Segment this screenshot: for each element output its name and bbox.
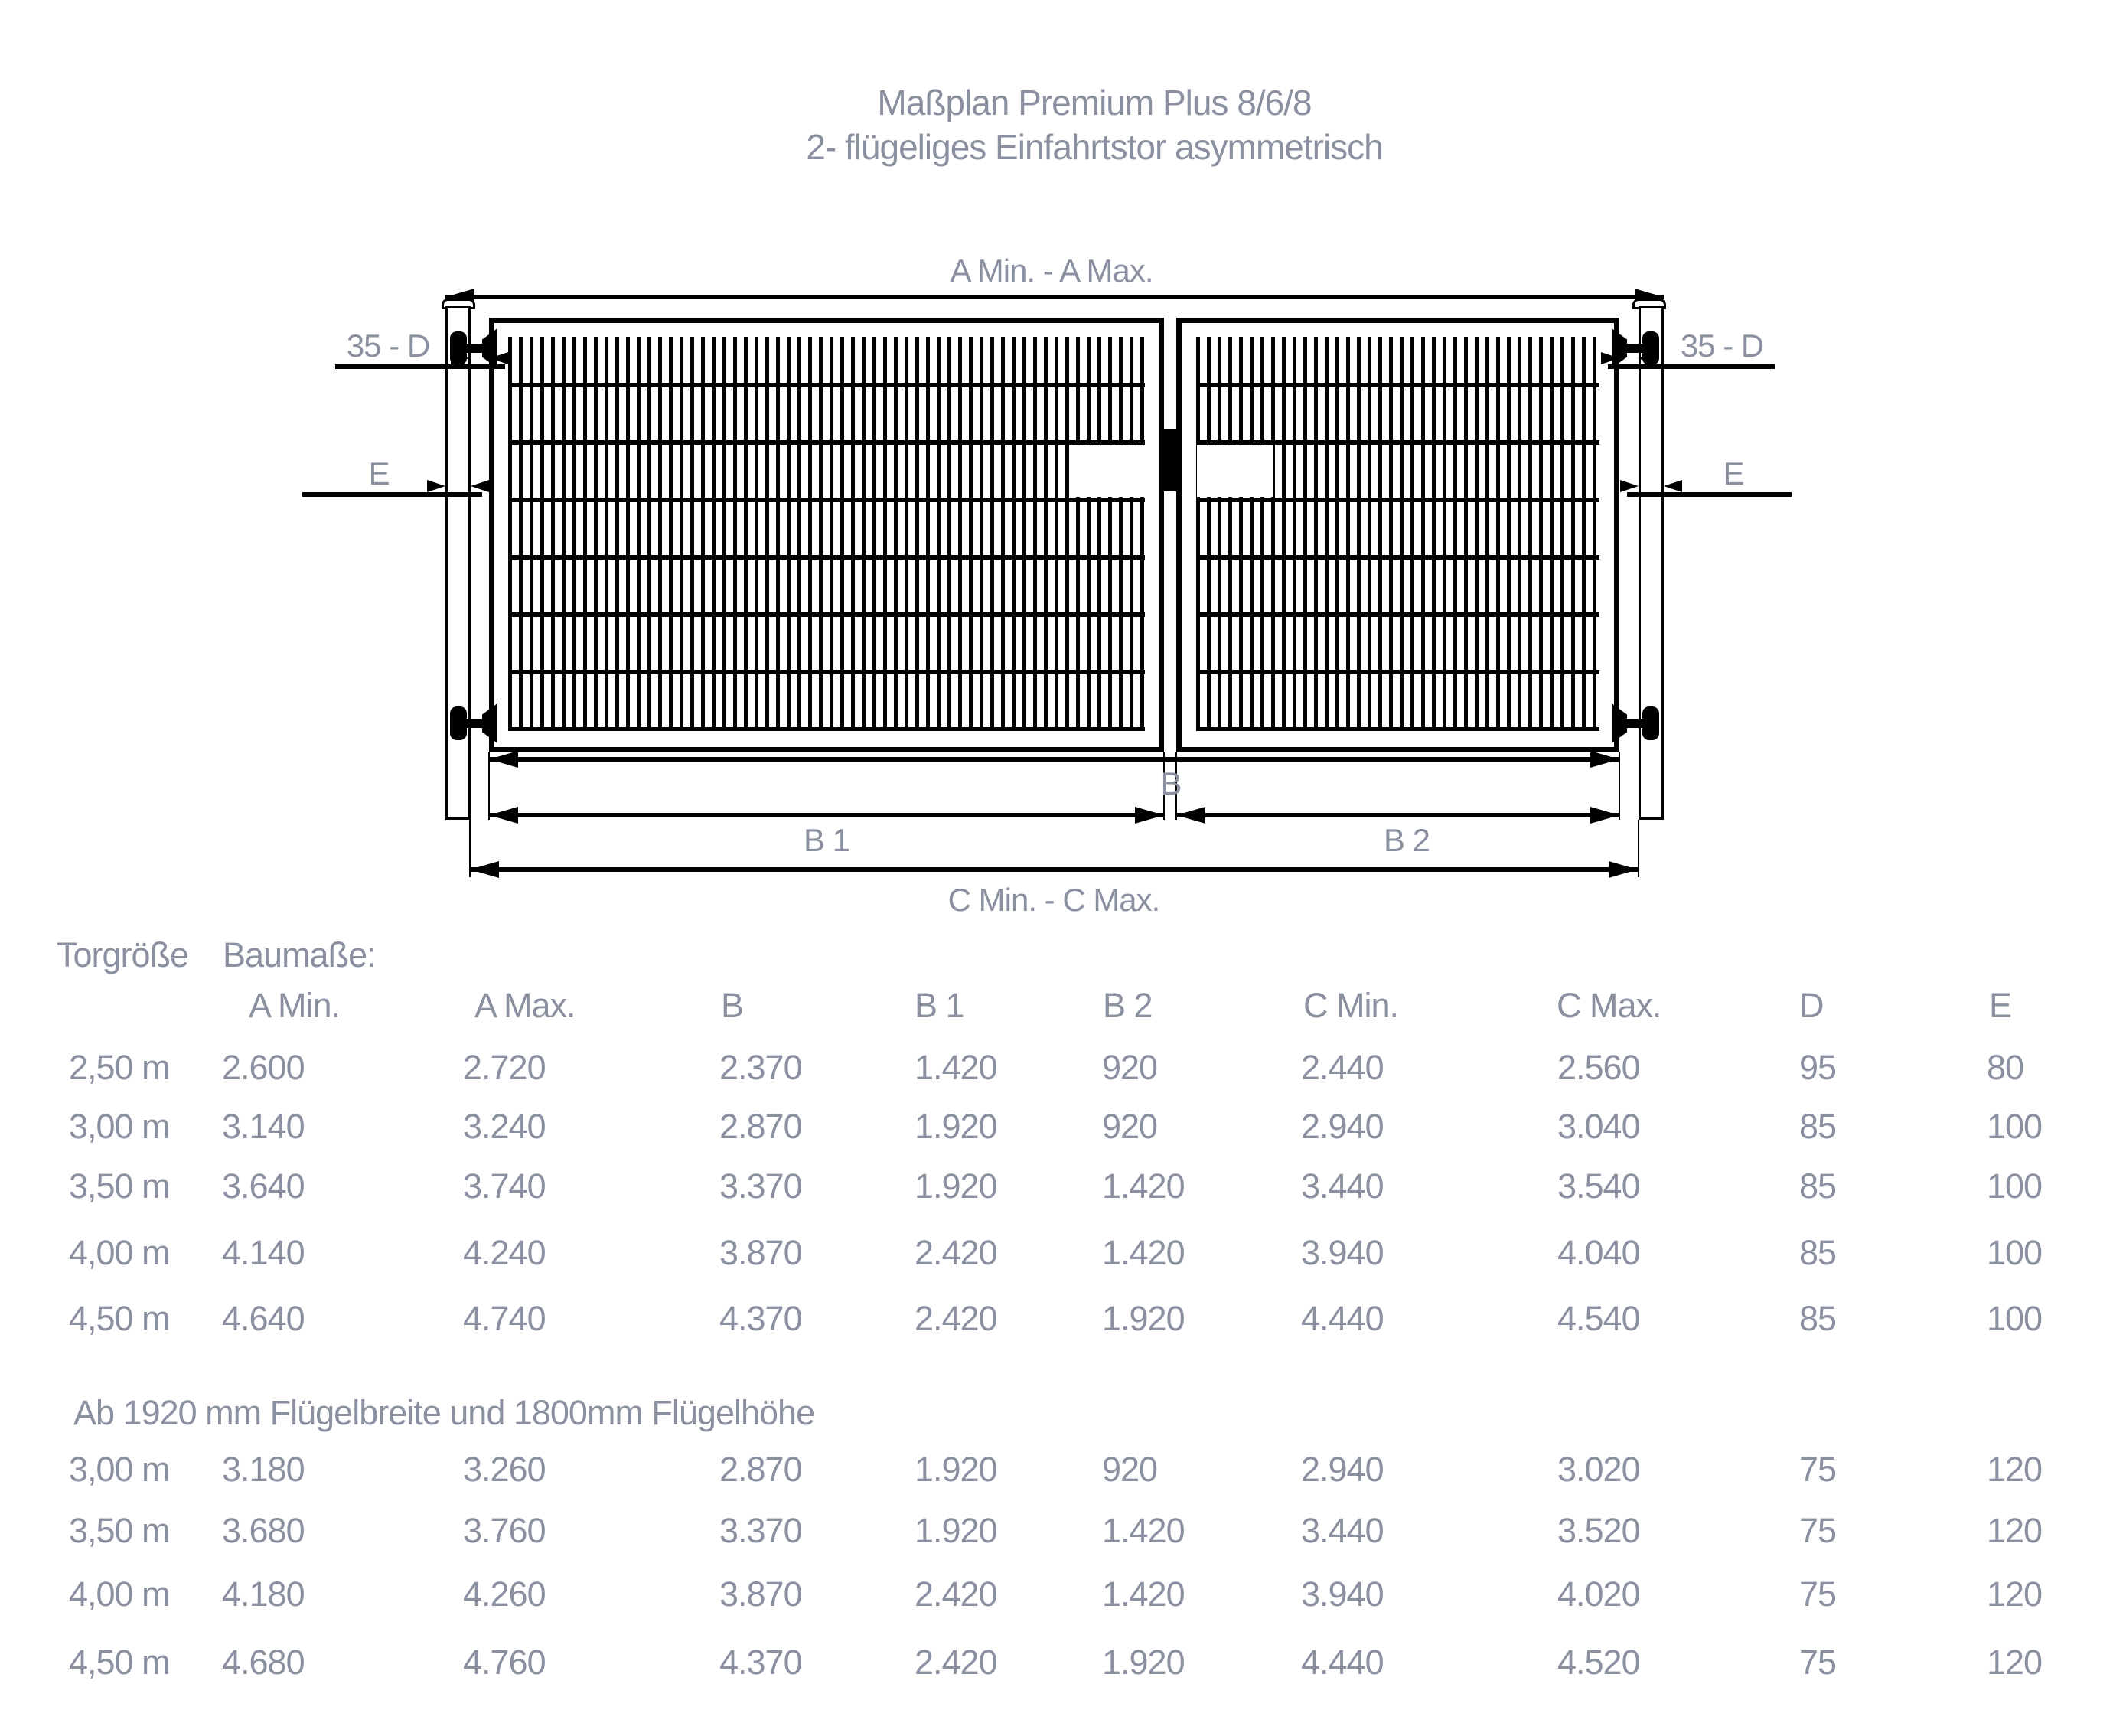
cell-b: 3.870 [719, 1233, 802, 1272]
arrow-left-icon [489, 807, 518, 824]
cell-c-min: 2.440 [1301, 1048, 1384, 1087]
left-lock-blank [1071, 445, 1145, 497]
cell-c-max: 3.520 [1557, 1511, 1640, 1550]
cell-a-min: 4.140 [222, 1233, 305, 1272]
cell-c-min: 2.940 [1301, 1450, 1384, 1489]
cell-d: 75 [1799, 1574, 1837, 1614]
left-post [445, 306, 471, 820]
dim-b2-label: B 2 [1383, 822, 1430, 858]
cell-b1: 2.420 [915, 1574, 997, 1614]
cell-d: 85 [1799, 1299, 1837, 1338]
cell-b1: 2.420 [915, 1299, 997, 1338]
cell-a-min: 2.600 [222, 1048, 305, 1087]
cell-b2: 1.920 [1102, 1299, 1185, 1338]
cell-a-max: 4.740 [463, 1299, 546, 1338]
col-header-b: B [721, 986, 744, 1025]
table-row [0, 1167, 2126, 1212]
cell-a-max: 4.260 [463, 1574, 546, 1614]
col-header-e: E [1989, 986, 2012, 1025]
col-header-c-max: C Max. [1557, 986, 1661, 1025]
cell-b2: 920 [1102, 1450, 1158, 1489]
cell-a-max: 3.740 [463, 1167, 546, 1206]
cell-d: 75 [1799, 1511, 1837, 1550]
cell-b2: 1.920 [1102, 1643, 1185, 1682]
dim-35d-left-line [335, 364, 505, 369]
arrow-left-icon [471, 480, 489, 492]
cell-e: 120 [1987, 1643, 2043, 1682]
cell-c-max: 3.020 [1557, 1450, 1640, 1489]
hinge-icon [1642, 706, 1659, 740]
dim-e-right-label: E [1723, 455, 1744, 491]
arrow-left-icon [490, 352, 508, 364]
col-header-a-min: A Min. [249, 986, 341, 1025]
cell-e: 100 [1987, 1233, 2043, 1272]
cell-a-max: 4.760 [463, 1643, 546, 1682]
cell-size: 3,00 m [69, 1107, 170, 1146]
col-header-b2: B 2 [1103, 986, 1153, 1025]
arrow-left-icon [489, 751, 518, 768]
cell-size: 4,00 m [69, 1574, 170, 1614]
cell-b1: 1.420 [915, 1048, 997, 1087]
right-leaf-bars [1196, 337, 1599, 731]
arrow-right-icon [1135, 807, 1164, 824]
page-title [321, 80, 1867, 169]
table-row [0, 1450, 2126, 1496]
table-section-note: Ab 1920 mm Flügelbreite und 1800mm Flügelhöhe [73, 1393, 815, 1432]
dim-a-line [445, 295, 1664, 299]
cell-b: 3.870 [719, 1574, 802, 1614]
cell-d: 75 [1799, 1643, 1837, 1682]
cell-c-max: 3.040 [1557, 1107, 1640, 1146]
table-row [0, 1574, 2126, 1620]
dim-c-label: C Min. - C Max. [947, 882, 1160, 918]
cell-b: 3.370 [719, 1511, 802, 1550]
cell-size: 3,00 m [69, 1450, 170, 1489]
col-header-d: D [1799, 986, 1824, 1025]
cell-a-max: 4.240 [463, 1233, 546, 1272]
cell-size: 2,50 m [69, 1048, 170, 1087]
table-row [0, 1233, 2126, 1279]
table-row [0, 1299, 2126, 1345]
arrow-right-icon [1590, 807, 1619, 824]
left-leaf-bars [508, 337, 1145, 731]
dim-35d-right-label: 35 - D [1680, 328, 1764, 364]
arrow-left-icon [1176, 807, 1205, 824]
cell-c-min: 3.440 [1301, 1511, 1384, 1550]
arrow-right-icon [1601, 352, 1619, 364]
cell-b: 2.870 [719, 1450, 802, 1489]
arrow-right-icon [451, 352, 469, 364]
cell-b: 4.370 [719, 1643, 802, 1682]
table-title-torgroesse: Torgröße [57, 935, 189, 974]
cell-b: 2.370 [719, 1048, 802, 1087]
cell-b1: 1.920 [915, 1107, 997, 1146]
cell-d: 85 [1799, 1167, 1837, 1206]
cell-a-max: 2.720 [463, 1048, 546, 1087]
cell-b1: 1.920 [915, 1450, 997, 1489]
cell-d: 75 [1799, 1450, 1837, 1489]
cell-b: 4.370 [719, 1299, 802, 1338]
dim-e-left-label: E [368, 455, 390, 491]
cell-d: 95 [1799, 1048, 1837, 1087]
dim-e-left-line [302, 492, 482, 497]
cell-b2: 1.420 [1102, 1233, 1185, 1272]
cell-c-min: 4.440 [1301, 1643, 1384, 1682]
table-title-baumasse: Baumaße: [223, 935, 376, 974]
cell-b2: 920 [1102, 1048, 1158, 1087]
cell-b2: 920 [1102, 1107, 1158, 1146]
cell-e: 120 [1987, 1574, 2043, 1614]
col-header-c-min: C Min. [1303, 986, 1399, 1025]
cell-size: 4,00 m [69, 1233, 170, 1272]
col-header-b1: B 1 [915, 986, 964, 1025]
cell-a-min: 3.180 [222, 1450, 305, 1489]
dim-e-right-line [1627, 492, 1792, 497]
cell-e: 120 [1987, 1450, 2043, 1489]
cell-c-max: 2.560 [1557, 1048, 1640, 1087]
cell-d: 85 [1799, 1233, 1837, 1272]
title-line-2: 2- flügeliges Einfahrtstor asymmetrisch [806, 127, 1383, 167]
cell-a-min: 4.640 [222, 1299, 305, 1338]
cell-size: 4,50 m [69, 1299, 170, 1338]
cell-b2: 1.420 [1102, 1167, 1185, 1206]
table-row [0, 1643, 2126, 1689]
cell-b1: 1.920 [915, 1167, 997, 1206]
center-latch [1162, 429, 1176, 491]
cell-c-min: 3.440 [1301, 1167, 1384, 1206]
col-header-a-max: A Max. [474, 986, 576, 1025]
table-row [0, 1511, 2126, 1557]
cell-e: 100 [1987, 1299, 2043, 1338]
table-row [0, 1048, 2126, 1094]
cell-d: 85 [1799, 1107, 1837, 1146]
cell-a-max: 3.260 [463, 1450, 546, 1489]
cell-b: 2.870 [719, 1107, 802, 1146]
cell-b1: 2.420 [915, 1233, 997, 1272]
cell-size: 4,50 m [69, 1643, 170, 1682]
cell-b: 3.370 [719, 1167, 802, 1206]
cell-e: 120 [1987, 1511, 2043, 1550]
right-post [1639, 306, 1664, 820]
dim-b1-label: B 1 [803, 822, 850, 858]
cell-b1: 1.920 [915, 1511, 997, 1550]
cell-a-min: 4.680 [222, 1643, 305, 1682]
arrow-right-icon [1620, 480, 1639, 492]
cell-c-max: 4.020 [1557, 1574, 1640, 1614]
right-lock-blank [1197, 445, 1273, 497]
arrow-right-icon [1590, 751, 1619, 768]
cell-a-min: 4.180 [222, 1574, 305, 1614]
extension-line [1638, 820, 1639, 877]
cell-c-max: 4.040 [1557, 1233, 1640, 1272]
cell-c-min: 3.940 [1301, 1233, 1384, 1272]
cell-c-min: 2.940 [1301, 1107, 1384, 1146]
cell-c-max: 3.540 [1557, 1167, 1640, 1206]
cell-a-max: 3.760 [463, 1511, 546, 1550]
dim-35d-right-line [1608, 364, 1775, 369]
cell-e: 100 [1987, 1107, 2043, 1146]
arrow-left-icon [1664, 480, 1682, 492]
cell-b2: 1.420 [1102, 1574, 1185, 1614]
dim-b-line [489, 757, 1619, 762]
cell-b2: 1.420 [1102, 1511, 1185, 1550]
cell-a-min: 3.140 [222, 1107, 305, 1146]
cell-c-min: 3.940 [1301, 1574, 1384, 1614]
cell-size: 3,50 m [69, 1167, 170, 1206]
table-row [0, 1107, 2126, 1153]
cell-a-min: 3.640 [222, 1167, 305, 1206]
dim-a-label: A Min. - A Max. [950, 253, 1153, 289]
dim-b1-line [489, 813, 1164, 817]
dim-b2-line [1176, 813, 1619, 817]
arrow-left-icon [1638, 352, 1656, 364]
cell-size: 3,50 m [69, 1511, 170, 1550]
dim-b-label: B [1160, 765, 1182, 801]
dim-c-line [470, 867, 1638, 872]
arrow-left-icon [470, 861, 499, 878]
cell-c-max: 4.540 [1557, 1299, 1640, 1338]
cell-c-min: 4.440 [1301, 1299, 1384, 1338]
cell-b1: 2.420 [915, 1643, 997, 1682]
dim-35d-left-label: 35 - D [346, 328, 430, 364]
cell-c-max: 4.520 [1557, 1643, 1640, 1682]
title-line-1: Maßplan Premium Plus 8/6/8 [877, 83, 1312, 122]
cell-a-max: 3.240 [463, 1107, 546, 1146]
cell-e: 80 [1987, 1048, 2024, 1087]
arrow-right-icon [427, 480, 445, 492]
hinge-icon [482, 703, 497, 743]
cell-a-min: 3.680 [222, 1511, 305, 1550]
cell-e: 100 [1987, 1167, 2043, 1206]
arrow-right-icon [1609, 861, 1638, 878]
